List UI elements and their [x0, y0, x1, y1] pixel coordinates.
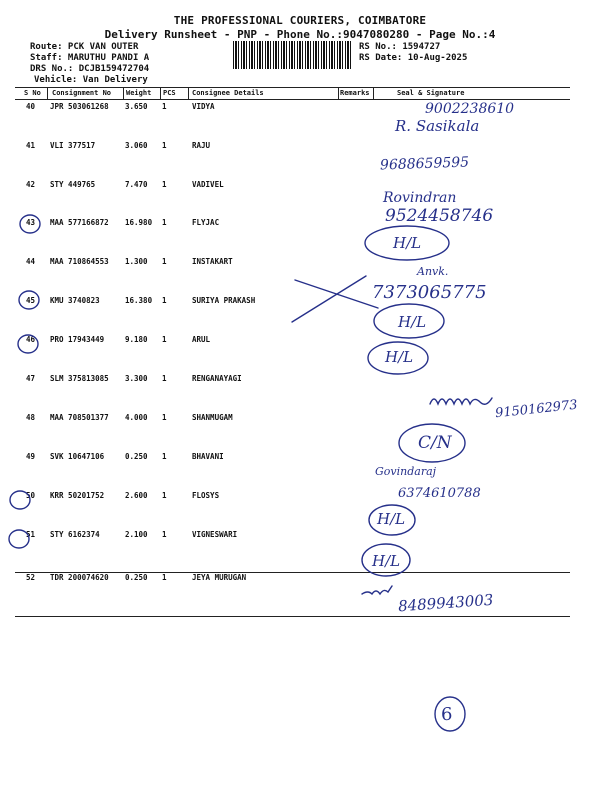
column-divider: [338, 87, 339, 100]
handwritten-hl-mark: H/L: [377, 510, 406, 528]
row-pcs: 1: [162, 573, 167, 582]
row-consignment-no: STY 449765: [50, 180, 96, 189]
row-consignment-no: MAA 710864553: [50, 257, 109, 266]
header-bottom-line: [15, 99, 570, 100]
handwritten-hl-mark: H/L: [398, 313, 427, 331]
handwritten-phone: 9524458746: [385, 206, 494, 226]
row-weight: 3.650: [125, 102, 148, 111]
rs-date-text: RS Date: 10-Aug-2025: [359, 53, 468, 63]
row-divider-line: [15, 616, 570, 617]
row-pcs: 1: [162, 180, 167, 189]
row-consignee: SURIYA PRAKASH: [192, 296, 256, 305]
row-sno: 40: [26, 102, 36, 111]
handwritten-hl-mark: H/L: [393, 234, 422, 252]
row-pcs: 1: [162, 218, 167, 227]
row-pcs: 1: [162, 374, 167, 383]
column-divider: [160, 87, 161, 100]
row-consignment-no: MAA 577166872: [50, 218, 109, 227]
column-header-consignee: Consignee Details: [192, 89, 264, 97]
row-pcs: 1: [162, 296, 167, 305]
column-divider: [373, 87, 374, 100]
row-weight: 2.600: [125, 491, 148, 500]
rs-no-text: RS No.: 1594727: [359, 42, 441, 52]
row-consignment-no: TDR 200074620: [50, 573, 109, 582]
column-divider: [188, 87, 189, 100]
row-pcs: 1: [162, 141, 167, 150]
row-consignee: VIDYA: [192, 102, 215, 111]
row-weight: 3.300: [125, 374, 148, 383]
row-pcs: 1: [162, 530, 167, 539]
row-consignee: VADIVEL: [192, 180, 224, 189]
handwritten-signature: Rovindran: [383, 190, 457, 206]
row-sno: 45: [26, 296, 36, 305]
drs-text: DRS No.: DCJB159472704: [30, 64, 150, 74]
row-weight: 1.300: [125, 257, 148, 266]
row-sno: 48: [26, 413, 36, 422]
row-sno: 44: [26, 257, 36, 266]
signature-scribble: [430, 398, 492, 404]
row-weight: 4.000: [125, 413, 148, 422]
handwritten-phone: 7373065775: [372, 282, 487, 303]
row-consignee: RENGANAYAGI: [192, 374, 242, 383]
column-divider: [123, 87, 124, 100]
row-pcs: 1: [162, 413, 167, 422]
cross-stroke: [295, 280, 378, 308]
row-pcs: 1: [162, 452, 167, 461]
column-header-consignment: Consignment No: [52, 89, 112, 97]
row-sno: 42: [26, 180, 36, 189]
barcode: [233, 41, 353, 69]
column-header-weight: Weight: [126, 89, 152, 97]
handwritten-phone: 9002238610: [425, 101, 515, 117]
cross-stroke: [292, 276, 366, 322]
row-consignment-no: VLI 377517: [50, 141, 96, 150]
column-header-remarks: Remarks: [340, 89, 370, 97]
handwritten-phone: 9688659595: [379, 154, 470, 174]
document-title: THE PROFESSIONAL COURIERS, COIMBATORE: [173, 14, 427, 27]
row-consignment-no: SVK 10647106: [50, 452, 105, 461]
row-consignee: FLOSYS: [192, 491, 220, 500]
row-sno: 50: [26, 491, 36, 500]
column-header-pcs: PCS: [163, 89, 176, 97]
row-pcs: 1: [162, 335, 167, 344]
row-consignment-no: KRR 50201752: [50, 491, 105, 500]
row-weight: 3.060: [125, 141, 148, 150]
row-consignee: INSTAKART: [192, 257, 233, 266]
column-divider: [47, 87, 48, 100]
row-pcs: 1: [162, 491, 167, 500]
row-weight: 2.100: [125, 530, 148, 539]
row-weight: 7.470: [125, 180, 148, 189]
row-consignee: ARUL: [192, 335, 211, 344]
row-weight: 9.180: [125, 335, 148, 344]
handwritten-hl-mark: H/L: [372, 552, 401, 570]
handwritten-signature: Anvk.: [417, 265, 449, 278]
row-divider-line: [15, 572, 570, 573]
header-top-line: [15, 87, 570, 88]
row-sno: 52: [26, 573, 36, 582]
row-sno: 49: [26, 452, 36, 461]
row-consignee: BHAVANI: [192, 452, 224, 461]
handwritten-phone: 9150162973: [494, 397, 579, 422]
handwritten-phone: 6374610788: [398, 486, 481, 501]
handwritten-page-number: 6: [441, 704, 453, 725]
row-sno: 41: [26, 141, 36, 150]
handwritten-hl-mark: H/L: [385, 348, 414, 366]
row-consignee: SHANMUGAM: [192, 413, 233, 422]
row-consignee: VIGNESWARI: [192, 530, 238, 539]
row-weight: 16.980: [125, 218, 153, 227]
row-consignment-no: PRO 17943449: [50, 335, 105, 344]
row-consignee: RAJU: [192, 141, 211, 150]
signature-scribble: [362, 586, 392, 594]
row-weight: 16.380: [125, 296, 153, 305]
row-sno: 47: [26, 374, 36, 383]
row-consignment-no: STY 6162374: [50, 530, 100, 539]
row-consignee: FLYJAC: [192, 218, 220, 227]
staff-text: Staff: MARUTHU PANDI A: [30, 53, 150, 63]
column-header-signature: Seal & Signature: [397, 89, 465, 97]
row-pcs: 1: [162, 257, 167, 266]
document-subtitle: Delivery Runsheet - PNP - Phone No.:9047080280 - Page No.:4: [104, 28, 496, 41]
column-header-sno: S No: [24, 89, 41, 97]
row-consignment-no: MAA 708501377: [50, 413, 109, 422]
vehicle-text: Vehicle: Van Delivery: [34, 75, 148, 85]
handwritten-signature: R. Sasikala: [395, 117, 480, 135]
row-consignment-no: SLM 375813085: [50, 374, 109, 383]
row-sno: 51: [26, 530, 36, 539]
row-consignment-no: JPR 503061268: [50, 102, 109, 111]
row-pcs: 1: [162, 102, 167, 111]
handwritten-cn-mark: C/N: [418, 433, 452, 453]
handwritten-signature: Govindaraj: [375, 465, 437, 478]
row-weight: 0.250: [125, 573, 148, 582]
row-consignment-no: KMU 3740823: [50, 296, 100, 305]
row-weight: 0.250: [125, 452, 148, 461]
route-text: Route: PCK VAN OUTER: [30, 42, 139, 52]
handwritten-phone: 8489943003: [397, 590, 494, 616]
row-consignee: JEYA MURUGAN: [192, 573, 247, 582]
row-sno: 46: [26, 335, 36, 344]
row-sno: 43: [26, 218, 36, 227]
